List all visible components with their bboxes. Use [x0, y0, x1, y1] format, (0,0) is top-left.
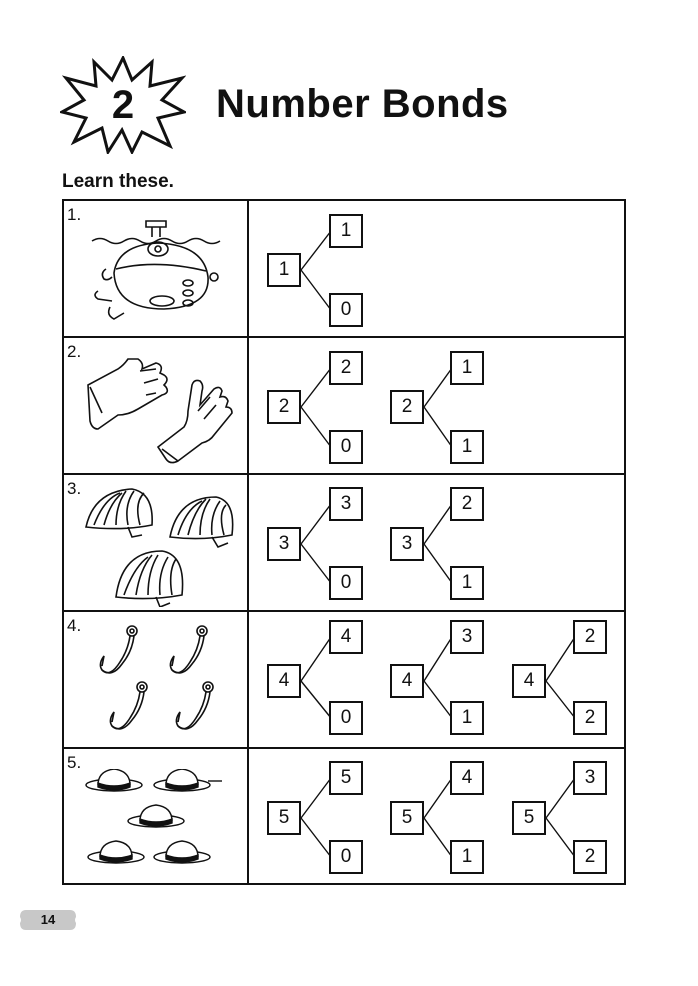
row-label: 2. [67, 342, 82, 361]
bond-part-bottom: 2 [573, 701, 607, 735]
chapter-number: 2 [111, 83, 135, 127]
hats-picture [84, 769, 234, 869]
bond-part-bottom: 0 [329, 293, 363, 327]
bond-part-top: 1 [329, 214, 363, 248]
chapter-star [60, 56, 186, 154]
submarine-picture [84, 211, 224, 326]
hat-icon [84, 769, 234, 869]
shell-icon [84, 487, 234, 607]
bond-part-top: 2 [573, 620, 607, 654]
bond-whole: 4 [512, 664, 546, 698]
bond-part-top: 2 [450, 487, 484, 521]
bond-part-bottom: 0 [329, 701, 363, 735]
row-divider [64, 747, 624, 749]
bonds-table [62, 199, 626, 885]
bond-whole: 5 [390, 801, 424, 835]
gloves-icon [84, 351, 234, 466]
page-title: Number Bonds [216, 82, 509, 126]
bond-whole: 4 [267, 664, 301, 698]
bond-part-top: 4 [450, 761, 484, 795]
bond-whole: 2 [267, 390, 301, 424]
page-number-tab [20, 906, 76, 934]
bond-part-bottom: 1 [450, 701, 484, 735]
hooks-picture [84, 623, 234, 743]
row-divider [64, 336, 624, 338]
bond-whole: 4 [390, 664, 424, 698]
row-label: 5. [67, 753, 82, 772]
bond-part-top: 3 [450, 620, 484, 654]
bond-part-bottom: 0 [329, 430, 363, 464]
bond-part-top: 1 [450, 351, 484, 385]
starburst-icon [60, 56, 186, 154]
bond-part-bottom: 1 [450, 430, 484, 464]
bond-whole: 2 [390, 390, 424, 424]
row-divider [64, 473, 624, 475]
row-divider [64, 610, 624, 612]
gloves-picture [84, 351, 234, 466]
page-number: 14 [40, 912, 56, 927]
bond-part-top: 4 [329, 620, 363, 654]
bond-whole: 1 [267, 253, 301, 287]
row-label: 1. [67, 205, 82, 224]
bond-whole: 3 [267, 527, 301, 561]
instruction-text: Learn these. [62, 171, 174, 192]
bond-part-bottom: 0 [329, 840, 363, 874]
bond-part-bottom: 0 [329, 566, 363, 600]
bond-part-top: 5 [329, 761, 363, 795]
bond-part-top: 3 [329, 487, 363, 521]
bond-part-top: 3 [573, 761, 607, 795]
row-label: 3. [67, 479, 82, 498]
row-label: 4. [67, 616, 82, 635]
fish-hook-icon [84, 623, 234, 743]
bond-part-bottom: 2 [573, 840, 607, 874]
bond-part-top: 2 [329, 351, 363, 385]
bond-part-bottom: 1 [450, 566, 484, 600]
bond-part-bottom: 1 [450, 840, 484, 874]
bond-whole: 5 [267, 801, 301, 835]
column-divider [247, 201, 249, 883]
bond-whole: 3 [390, 527, 424, 561]
shells-picture [84, 487, 234, 607]
submarine-icon [84, 211, 224, 326]
bond-whole: 5 [512, 801, 546, 835]
